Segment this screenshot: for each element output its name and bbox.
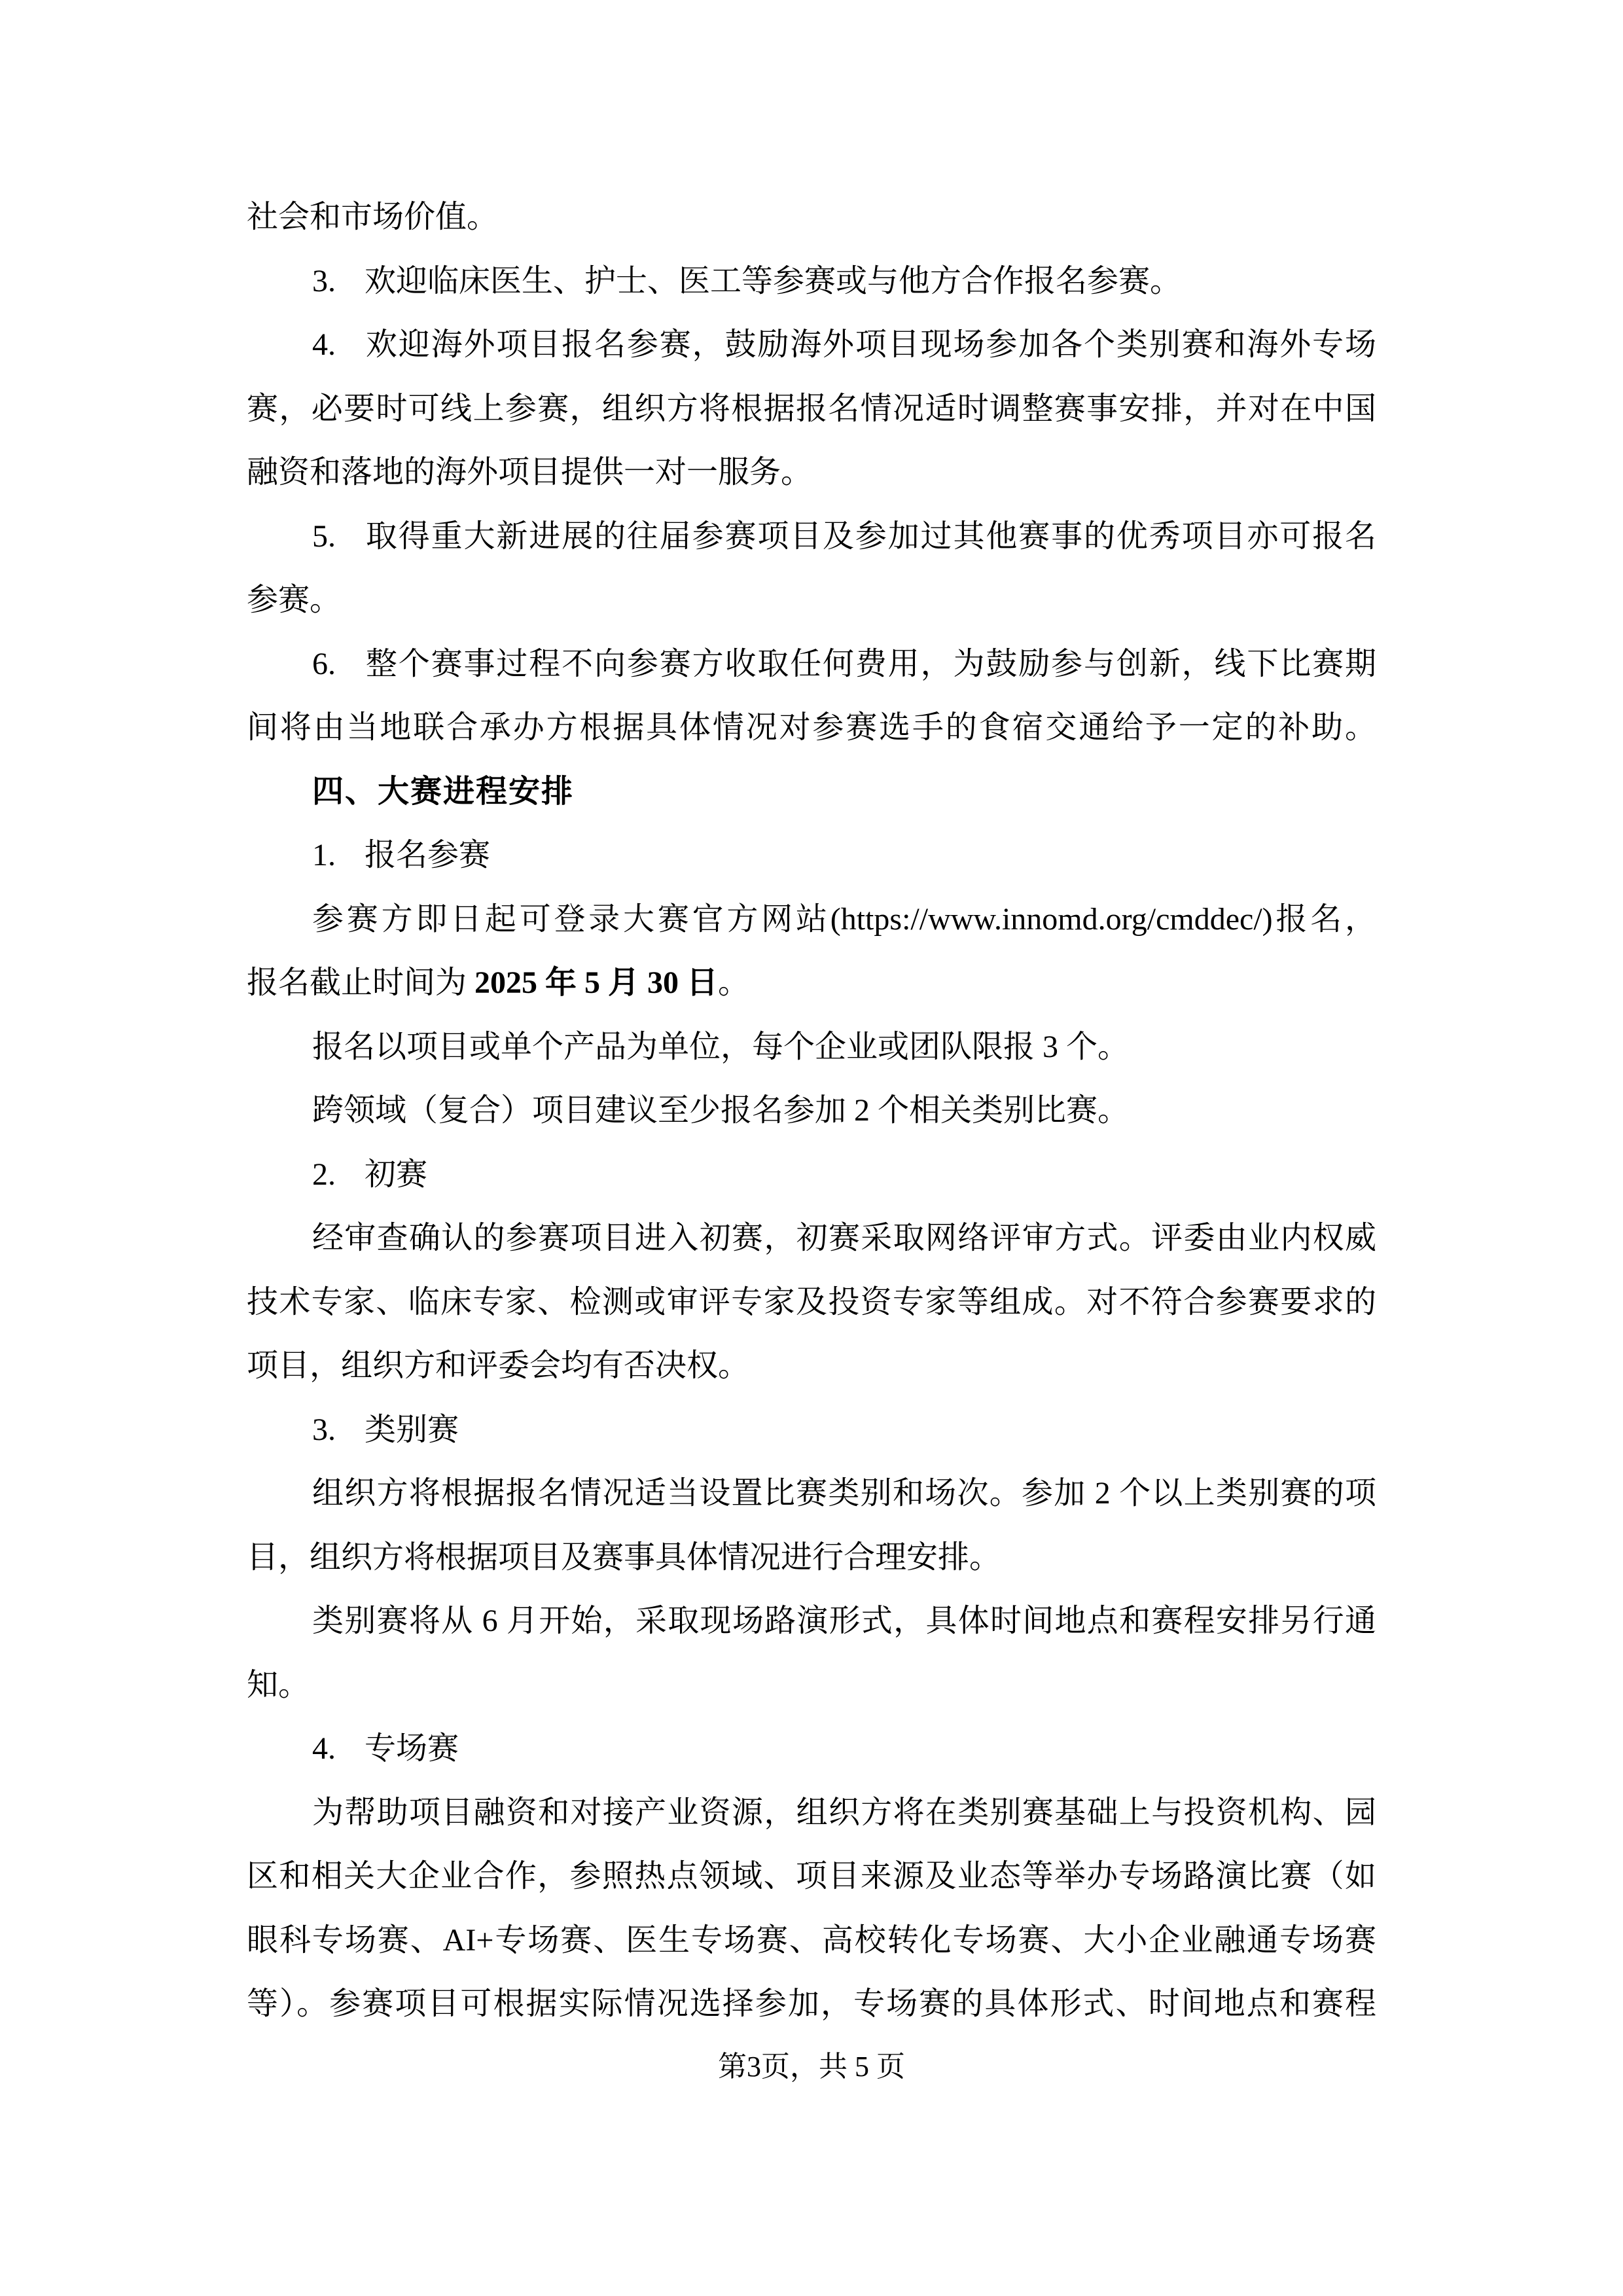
text-segment: 报名参赛 [365, 838, 491, 872]
list-number: 4. [312, 1731, 336, 1766]
text-segment: 社会和市场价值。 [247, 200, 499, 234]
text-line [247, 632, 1376, 696]
list-number: 6. [312, 646, 336, 681]
text-line [247, 1143, 1376, 1207]
text-line [247, 440, 1376, 505]
list-number: 3. [312, 263, 336, 298]
text-segment: 组织方将根据报名情况适当设置比赛类别和场次。参加 2 个以上类别赛的项 [312, 1476, 1376, 1511]
text-line [247, 1909, 1376, 1973]
text-line [247, 1972, 1376, 2036]
text-line [247, 568, 1376, 632]
text-segment: 知。 [247, 1667, 310, 1702]
text-line [247, 1206, 1376, 1270]
text-line [247, 185, 1376, 249]
text-segment: 间将由当地联合承办方根据具体情况对参赛选手的食宿交通给予一定的补助。 [247, 710, 1376, 745]
text-line [247, 1462, 1376, 1526]
list-number: 3. [312, 1412, 336, 1447]
text-segment: 类别赛 [365, 1412, 459, 1447]
text-segment: 参赛方即日起可登录大赛官方网站(https://www.innomd.org/cmddec/)报名， [312, 901, 1376, 937]
text-segment: 经审查确认的参赛项目进入初赛，初赛采取网络评审方式。评委由业内权威 [312, 1221, 1376, 1255]
text-segment: 参赛。 [247, 583, 342, 617]
text-segment: 融资和落地的海外项目提供一对一服务。 [247, 455, 813, 490]
text-segment: 类别赛将从 6 月开始，采取现场路演形式，具体时间地点和赛程安排另行通 [312, 1604, 1376, 1638]
page-footer: 第3页，共 5 页 [718, 2051, 905, 2083]
text-segment: 初赛 [365, 1157, 428, 1192]
section-heading [247, 760, 1376, 824]
text-line [247, 823, 1376, 888]
text-line [247, 1398, 1376, 1462]
text-segment: 。 [718, 965, 750, 1000]
text-segment: 报名以项目或单个产品为单位，每个企业或团队限报 3 个。 [312, 1029, 1130, 1064]
text-line [247, 1844, 1376, 1909]
list-number: 4. [312, 327, 336, 362]
list-number: 2. [312, 1157, 336, 1192]
text-segment: 目，组织方将根据项目及赛事具体情况进行合理安排。 [247, 1539, 1001, 1575]
text-segment: 四、大赛进程安排 [312, 774, 575, 809]
text-segment: 欢迎海外项目报名参赛，鼓励海外项目现场参加各个类别赛和海外专场 [365, 327, 1376, 362]
list-number: 5. [312, 518, 336, 554]
text-segment: 项目，组织方和评委会均有否决权。 [247, 1348, 750, 1383]
text-segment: 取得重大新进展的往届参赛项目及参加过其他赛事的优秀项目亦可报名 [365, 518, 1376, 554]
text-segment: 跨领域（复合）项目建议至少报名参加 2 个相关类别比赛。 [312, 1093, 1130, 1128]
list-number: 1. [312, 838, 336, 872]
text-line [247, 1717, 1376, 1781]
text-line [247, 696, 1376, 760]
text-line [247, 1015, 1376, 1079]
text-segment: 报名截止时间为 [247, 965, 475, 1000]
text-segment: 整个赛事过程不向参赛方收取任何费用，为鼓励参与创新，线下比赛期 [365, 646, 1376, 681]
text-segment: 专场赛 [365, 1731, 459, 1766]
text-line [247, 1079, 1376, 1143]
text-line [247, 1334, 1376, 1398]
text-segment: 为帮助项目融资和对接产业资源，组织方将在类别赛基础上与投资机构、园 [312, 1795, 1376, 1830]
text-segment: 区和相关大企业合作，参照热点领域、项目来源及业态等举办专场路演比赛（如 [247, 1859, 1376, 1893]
text-line [247, 377, 1376, 441]
text-segment: 眼科专场赛、AI+专场赛、医生专场赛、高校转化专场赛、大小企业融通专场赛 [247, 1922, 1376, 1958]
text-line [247, 313, 1376, 377]
text-line [247, 951, 1376, 1015]
text-line [247, 249, 1376, 314]
text-line [247, 1653, 1376, 1717]
text-line [247, 1526, 1376, 1590]
text-line [247, 1589, 1376, 1653]
text-segment: 等）。参赛项目可根据实际情况选择参加，专场赛的具体形式、时间地点和赛程 [247, 1986, 1376, 2021]
text-segment: 技术专家、临床专家、检测或审评专家及投资专家等组成。对不符合参赛要求的 [247, 1284, 1376, 1319]
text-line [247, 1270, 1376, 1335]
text-line [247, 888, 1376, 952]
text-line [247, 1781, 1376, 1845]
bold-text: 2025 年 5 月 30 日 [474, 965, 719, 1000]
text-line [247, 505, 1376, 569]
document-content [247, 185, 1376, 2036]
text-segment: 赛，必要时可线上参赛，组织方将根据报名情况适时调整赛事安排，并对在中国 [247, 391, 1376, 426]
text-segment: 欢迎临床医生、护士、医工等参赛或与他方合作报名参赛。 [365, 263, 1182, 298]
